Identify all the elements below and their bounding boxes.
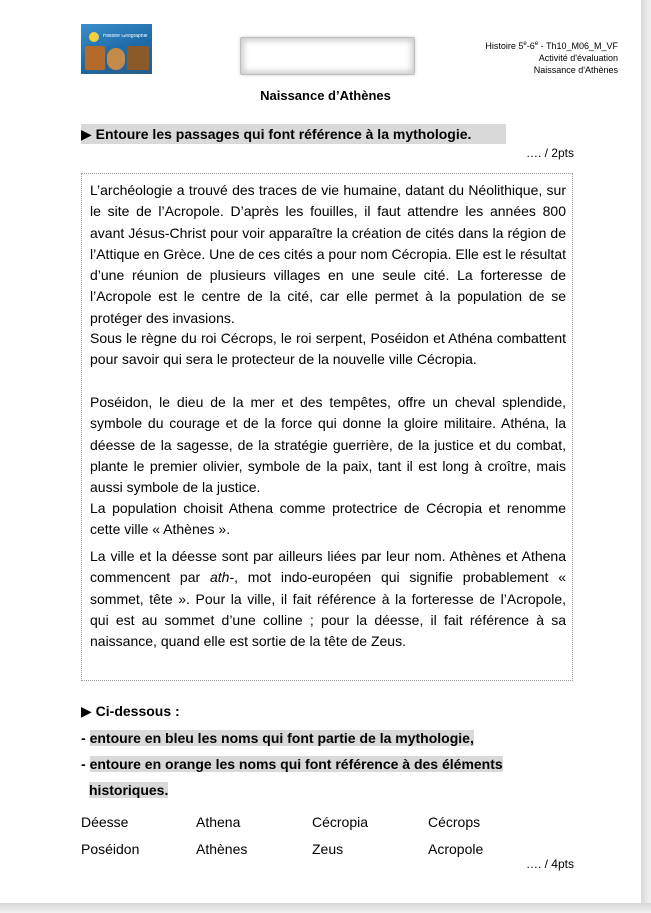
word-acropole[interactable]: Acropole (428, 841, 484, 857)
activity-type: Activité d'évaluation (538, 53, 618, 63)
student-name-field[interactable] (240, 37, 415, 75)
page-shadow-right (641, 0, 651, 913)
paragraph-2: Sous le règne du roi Cécrops, le roi serpent, Poséidon et Athéna combattent pour savoir qui sera le protecteur de la nouvelle ville Cécropia. (90, 330, 566, 368)
paragraph-5: La ville et la déesse sont par ailleurs liées par leur nom. Athènes et Athena commencent par ath-, mot indo-européen qui signifie probablement « sommet, tête ». Pour la ville, il fait référence à la forteresse de l’Acropole, qui est au sommet d’une colline ; pour la déesse, il fait référence à sa naissance, quand elle est sortie de la tête de Zeus. (90, 548, 566, 650)
instruction-orange: - entoure en orange les noms qui font référence à des éléments (81, 756, 503, 772)
logo-image-head (107, 48, 125, 70)
word-athenes[interactable]: Athènes (196, 841, 248, 857)
reading-text-box (81, 173, 573, 681)
question-2: ▶ Ci-dessous : (81, 703, 180, 719)
logo-image-temple (127, 46, 149, 70)
instruction-orange-cont: historiques. (89, 782, 169, 798)
logo-sun-icon (89, 32, 99, 42)
logo (81, 24, 152, 74)
logo-image-vase (85, 46, 105, 70)
word-zeus[interactable]: Zeus (312, 841, 344, 857)
word-athena[interactable]: Athena (196, 814, 241, 830)
header-meta (485, 38, 618, 76)
logo-title: Histoire Géographie (103, 34, 148, 39)
paragraph-1: L’archéologie a trouvé des traces de vie humaine, datant du Néolithique, sur le site de l’Acropole. D’après les fouilles, il faut attendre les années 800 avant Jésus-Christ pour voir apparaître la création de cités dans la région de l’Attique en Grèce. Une de ces cités a pour nom Cécropia. Elle est le résultat d’une réunion de plusieurs villages en une seule cité. La forteresse de l’Acropole est le centre de la cité, car elle permet à la population de se protéger des invasions. (90, 182, 566, 326)
instruction-blue: - entoure en bleu les noms qui font partie de la mythologie, (81, 730, 474, 746)
page-title: Naissance d’Athènes (260, 88, 391, 103)
course-code: Histoire 5e-6e - Th10_M06_M_VF (485, 41, 618, 51)
question-2-points: …. / 4pts (525, 857, 574, 871)
activity-topic: Naissance d'Athènes (533, 65, 618, 75)
word-cecropia[interactable]: Cécropia (312, 814, 369, 830)
word-cecrops[interactable]: Cécrops (428, 814, 481, 830)
question-1: ▶ Entoure les passages qui font référence à la mythologie. (81, 124, 506, 144)
paragraph-4: La population choisit Athena comme protectrice de Cécropia et renomme cette ville « Athènes ». (90, 500, 566, 538)
page-shadow-bottom (0, 903, 651, 913)
question-1-points: …. / 2pts (525, 146, 574, 160)
word-poseidon[interactable]: Poséidon (81, 841, 140, 857)
word-deesse[interactable]: Déesse (81, 814, 129, 830)
paragraph-3: Poséidon, le dieu de la mer et des tempêtes, offre un cheval splendide, symbole du courage et de la force qui donne la gloire militaire. Athéna, la déesse de la sagesse, de la stratégie guerrière, de la justice et du combat, plante le premier olivier, symbole de la paix, tant il est long à croître, mais aussi symbole de la justice. (90, 394, 566, 496)
